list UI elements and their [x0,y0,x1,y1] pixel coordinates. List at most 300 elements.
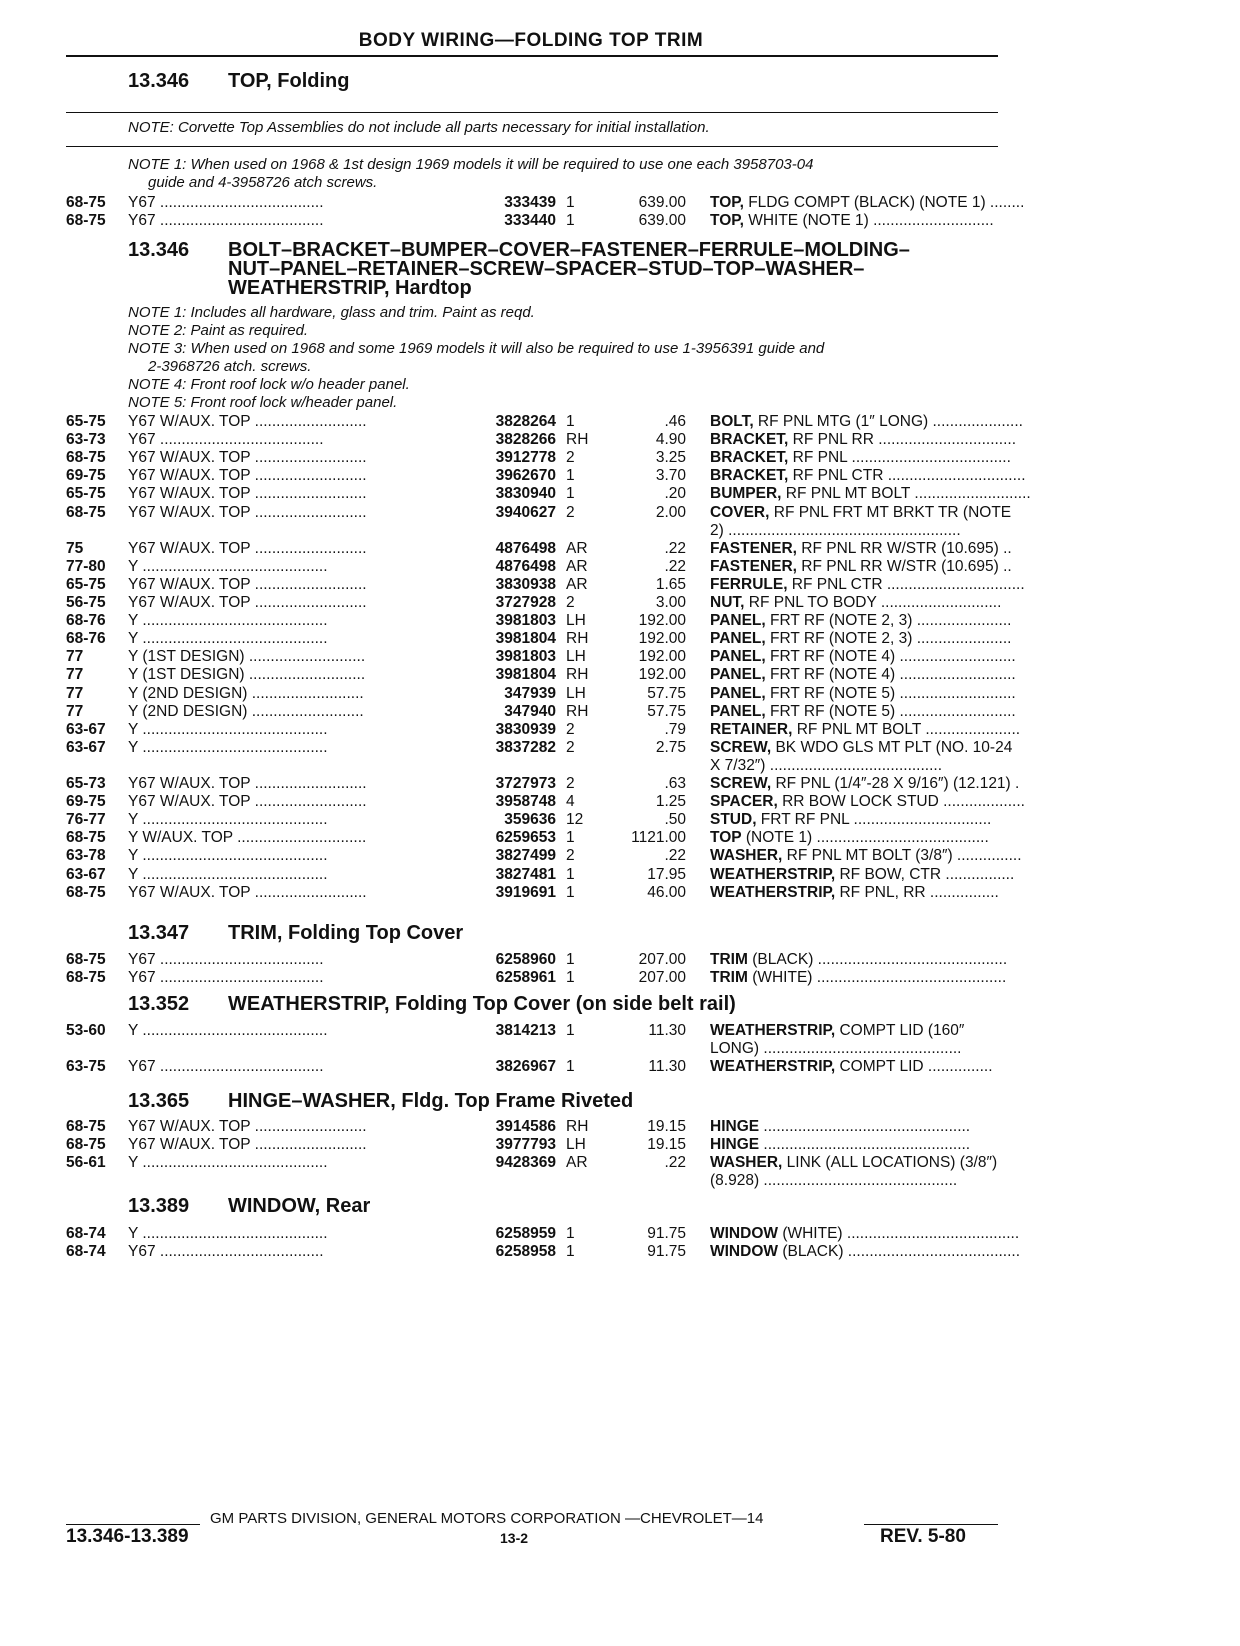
part-detail: ................................................ [759,1136,971,1154]
part-description [710,1118,998,1136]
part-name: FERRULE, [710,575,788,593]
note: NOTE 2: Paint as required. [128,322,309,339]
part-detail: (BLACK) ............................................ [747,951,1008,968]
part-description [710,666,1016,684]
quantity: 1 [566,829,575,847]
quantity: 1 [566,951,575,968]
quantity: RH [566,702,589,720]
price: 11.30 [648,1058,686,1076]
part-description [710,413,1023,431]
price: 91.75 [647,1243,686,1261]
part-name: PANEL, [710,630,766,648]
part-name: HINGE [710,1118,760,1135]
part-number: 347940 [504,702,556,720]
part-number: 3958748 [495,793,556,811]
part-detail: RF PNL, RR ................ [835,883,999,901]
model-years: 68-75 [66,951,106,968]
model-code: Y67 ...................................... [128,1058,324,1076]
part-detail: (WHITE) ........................................ [778,1225,1020,1242]
part-number: 4876498 [495,557,556,575]
model-code: Y67 W/AUX. TOP .......................... [128,594,367,611]
quantity: 2 [566,503,575,521]
footer-rule-left [66,1524,200,1525]
quantity: RH [566,1118,589,1135]
part-name: WEATHERSTRIP, [710,1022,836,1039]
part-number: 3827499 [495,847,556,865]
model-code: Y67 W/AUX. TOP .......................... [128,413,367,430]
part-description [710,194,1025,212]
price: 3.00 [655,594,686,611]
part-name: SPACER, [710,793,778,811]
part-name: TOP, [710,194,744,211]
part-description [710,212,998,230]
part-detail: FRT RF (NOTE 4) ........................... [765,648,1016,666]
part-number: 6258959 [495,1225,556,1242]
price: 19.15 [647,1118,686,1135]
parts-row [66,630,1012,648]
quantity: 1 [566,1058,575,1076]
quantity: 4 [566,793,575,811]
model-code: Y ........................................... [128,847,328,865]
section-heading [128,1090,633,1113]
price: .46 [664,413,686,430]
note: guide and 4-3958726 atch screws. [148,174,378,191]
part-description [710,503,1012,522]
part-number: 359636 [504,811,556,829]
model-years: 68-76 [66,612,106,630]
part-description [710,1243,1021,1261]
part-name: PANEL, [710,612,766,630]
quantity: 1 [566,883,575,901]
part-name: BRACKET, [710,431,789,449]
part-number: 3919691 [495,883,556,901]
section-title: HINGE–WASHER, Fldg. Top Frame Riveted [228,1090,634,1112]
quantity: 1 [566,212,575,230]
model-years: 77 [66,666,84,684]
part-number: 3830938 [495,575,556,593]
part-number: 3837282 [495,738,556,756]
parts-row [66,1058,998,1076]
part-name: WASHER, [710,1154,783,1172]
price: .22 [664,539,686,557]
running-head: BODY WIRING—FOLDING TOP TRIM [358,30,704,51]
part-number: 333440 [504,212,556,230]
part-description [710,702,1016,721]
header-rule [66,55,998,57]
parts-row [66,503,1012,522]
parts-row [66,1118,998,1136]
part-number: 3977793 [495,1136,556,1154]
quantity: 1 [566,969,575,987]
quantity: AR [566,575,588,593]
section-title: WEATHERSTRIP, Folding Top Cover (on side belt rail) [228,993,736,1015]
part-number: 333439 [504,194,556,211]
parts-row [66,684,1016,703]
section-title: TOP, Folding [228,70,350,92]
part-detail: RF PNL CTR ................................ [787,575,1025,593]
model-years: 69-75 [66,793,106,811]
price: 207.00 [638,951,686,968]
part-name: TRIM [710,951,748,968]
parts-row [66,575,1025,594]
model-code: Y67 ...................................... [128,969,324,987]
part-description [710,720,1021,739]
parts-row [66,811,998,829]
footer-revision: REV. 5-80 [880,1526,966,1547]
model-years: 68-75 [66,829,106,847]
model-years: 56-75 [66,594,106,611]
parts-row [66,212,998,230]
quantity: 1 [566,1243,575,1261]
part-description [710,1154,998,1172]
part-name: WASHER, [710,847,783,865]
quantity: LH [566,612,586,630]
part-detail: COMPT LID ............... [835,1058,993,1076]
part-detail: RF PNL MT BOLT (3/8″) ............... [782,847,1022,865]
part-number: 3830939 [495,720,556,738]
model-years: 68-75 [66,969,106,987]
part-number: 3981804 [495,630,556,648]
part-name: WINDOW [710,1225,779,1242]
model-code: Y67 ...................................... [128,951,324,968]
model-code: Y ........................................... [128,1225,328,1242]
part-detail: LINK (ALL LOCATIONS) (3/8″) [782,1154,998,1172]
parts-row [66,594,1002,612]
part-number: 3814213 [495,1022,556,1039]
part-name: FASTENER, [710,557,797,575]
part-name: SCREW, [710,738,772,756]
part-number: 3826967 [495,1058,556,1076]
part-number: 4876498 [495,539,556,557]
model-years: 75 [66,539,84,557]
part-name: BRACKET, [710,449,789,467]
part-number: 3827481 [495,865,556,883]
parts-row [66,793,1025,811]
part-number: 3828264 [495,413,556,430]
quantity: 2 [566,775,575,792]
parts-row [66,884,998,902]
price: 1121.00 [631,829,686,847]
section-number: 13.365 [128,1090,190,1112]
part-detail: RF PNL RR W/STR (10.695) .. [796,539,1012,557]
part-name: PANEL, [710,702,766,720]
note: NOTE 1: When used on 1968 & 1st design 1969 models it will be required to use one each 3958703-04 [128,156,814,173]
part-description [710,630,1012,648]
parts-row [66,485,1031,503]
part-description [710,865,1015,884]
model-code: Y67 W/AUX. TOP .......................... [128,793,367,811]
parts-row [66,1136,998,1154]
part-number: 3981803 [495,612,556,630]
section-title: WINDOW, Rear [228,1195,371,1217]
quantity: LH [566,684,586,702]
part-name: WEATHERSTRIP, [710,865,836,883]
part-description [710,811,998,829]
model-code: Y67 W/AUX. TOP .......................... [128,883,367,901]
parts-row [66,775,1020,793]
part-detail: RF PNL (1/4″-28 X 9/16″) (12.121) . [771,775,1020,792]
parts-row [66,829,998,847]
price: 3.70 [655,467,686,485]
quantity: AR [566,539,588,557]
model-code: Y67 ...................................... [128,212,324,230]
price: 207.00 [638,969,686,987]
part-detail: ................................................ [759,1118,971,1135]
section-title-line: NUT–PANEL–RETAINER–SCREW–SPACER–STUD–TOP–WASHER– [228,258,865,280]
model-code: Y ........................................... [128,612,328,630]
footer-division: GM PARTS DIVISION, GENERAL MOTORS CORPORATION —CHEVROLET—14 [210,1510,764,1527]
part-description [710,648,1016,666]
model-years: 76-77 [66,811,106,829]
part-description [710,738,1013,757]
model-years: 65-75 [66,413,106,430]
parts-row [66,865,1015,884]
part-number: 6258961 [495,969,556,987]
price: 3.25 [655,449,686,467]
part-name: BRACKET, [710,467,789,485]
price: 4.90 [655,431,686,449]
part-number: 6258958 [495,1243,556,1261]
model-years: 77 [66,684,84,702]
quantity: LH [566,1136,586,1154]
section-title-line: BOLT–BRACKET–BUMPER–COVER–FASTENER–FERRULE–MOLDING– [228,239,910,261]
part-description [710,969,1007,987]
part-name: PANEL, [710,666,766,684]
model-years: 68-75 [66,503,106,521]
part-name: TOP [710,829,742,847]
section-heading [128,1195,370,1218]
part-name: WINDOW [710,1243,779,1261]
parts-row [66,1154,998,1172]
part-name: SCREW, [710,775,772,792]
price: 639.00 [638,194,686,211]
part-name: WEATHERSTRIP, [710,883,836,901]
model-years: 77 [66,648,84,666]
model-code: Y ........................................... [128,865,328,883]
parts-row [66,431,1017,449]
model-code: Y67 W/AUX. TOP .......................... [128,503,367,521]
part-detail: RF PNL FRT MT BRKT TR (NOTE [769,503,1012,521]
quantity: RH [566,630,589,648]
quantity: AR [566,1154,588,1172]
part-description [710,575,1025,594]
price: 19.15 [647,1136,686,1154]
part-description-continued: 2) ...................................................... [710,521,961,539]
part-number: 3981803 [495,648,556,666]
quantity: 1 [566,467,575,485]
price: 192.00 [638,630,686,648]
section-number: 13.352 [128,993,190,1015]
part-detail: RF PNL MT BOLT ...................... [792,720,1021,738]
model-code: Y ........................................... [128,1022,328,1039]
price: 1.65 [655,575,686,593]
parts-row [66,612,1012,630]
part-description [710,557,1012,576]
price: 192.00 [638,648,686,666]
price: 1.25 [655,793,686,811]
section-title-line: WEATHERSTRIP, Hardtop [228,277,472,299]
parts-row [66,1022,998,1040]
part-description [710,775,1020,793]
model-years: 69-75 [66,467,106,485]
parts-row [66,194,1025,212]
part-detail: BK WDO GLS MT PLT (NO. 10-24 [771,738,1013,756]
model-years: 63-75 [66,1058,106,1076]
part-description [710,884,998,902]
note: NOTE: Corvette Top Assemblies do not include all parts necessary for initial installation. [128,119,710,136]
model-code: Y ........................................... [128,630,328,648]
model-years: 68-76 [66,630,106,648]
quantity: RH [566,431,589,449]
part-name: COVER, [710,503,770,521]
section-number: 13.389 [128,1195,190,1217]
part-description [710,594,1002,612]
part-description [710,539,1012,558]
part-description [710,847,1022,865]
part-description [710,951,1008,969]
note: NOTE 1: Includes all hardware, glass and trim. Paint as reqd. [128,304,535,321]
part-detail: (WHITE) ............................................ [747,969,1007,987]
model-years: 68-75 [66,883,106,901]
part-detail: FRT RF (NOTE 2, 3) ...................... [765,612,1012,630]
part-detail: FRT RF (NOTE 5) ........................... [765,684,1016,702]
parts-row [66,1243,1021,1261]
part-detail: RF PNL MT BOLT ........................... [781,485,1031,503]
part-detail: FRT RF PNL ................................ [756,811,992,829]
model-code: Y (2ND DESIGN) .......................... [128,702,364,720]
part-detail: FRT RF (NOTE 4) ........................... [765,666,1016,684]
quantity: 1 [566,194,575,211]
footer-section-range: 13.346-13.389 [66,1526,189,1547]
note: NOTE 4: Front roof lock w/o header panel. [128,376,410,393]
model-code: Y (1ST DESIGN) ........................... [128,648,366,666]
section-heading [128,922,463,945]
part-description [710,431,1017,449]
model-years: 68-75 [66,212,106,230]
part-number: 6258960 [495,951,556,968]
parts-row [66,413,1023,431]
part-description [710,612,1012,630]
part-number: 9428369 [495,1154,556,1172]
part-detail: (NOTE 1) ........................................ [741,829,989,847]
parts-row [66,951,1008,969]
price: 192.00 [638,612,686,630]
model-code: Y ........................................... [128,720,328,738]
parts-row [66,847,1022,865]
quantity: 2 [566,594,575,611]
rule [66,112,998,113]
parts-row [66,738,1013,757]
model-years: 53-60 [66,1022,106,1039]
part-detail: FRT RF (NOTE 2, 3) ...................... [765,630,1012,648]
part-number: 3981804 [495,666,556,684]
part-number: 3727973 [495,775,556,792]
model-code: Y ........................................... [128,811,328,829]
model-code: Y67 W/AUX. TOP .......................... [128,775,367,792]
price: 46.00 [647,883,686,901]
part-detail: RR BOW LOCK STUD ................... [777,793,1025,811]
section-number: 13.346 [128,70,190,92]
model-years: 68-75 [66,1136,106,1154]
note: 2-3968726 atch. screws. [148,358,312,375]
model-code: Y67 W/AUX. TOP .......................... [128,449,367,467]
model-years: 63-67 [66,865,106,883]
part-name: BOLT, [710,413,754,430]
price: 57.75 [647,684,686,702]
model-code: Y67 ...................................... [128,194,324,211]
part-detail: RF BOW, CTR ................ [835,865,1015,883]
model-years: 63-67 [66,720,106,738]
footer-page-number: 13-2 [500,1530,529,1546]
model-code: Y (1ST DESIGN) ........................... [128,666,366,684]
part-detail: COMPT LID (160″ [835,1022,965,1039]
model-code: Y ........................................... [128,738,328,756]
part-description-continued: LONG) .............................................. [710,1040,962,1058]
part-detail: WHITE (NOTE 1) ............................ [743,212,994,230]
section-title: TRIM, Folding Top Cover [228,922,464,944]
price: .63 [664,775,686,792]
footer-rule-right [864,1524,998,1525]
section-heading [128,993,736,1016]
note: NOTE 5: Front roof lock w/header panel. [128,394,398,411]
parts-row [66,557,1012,576]
model-years: 63-67 [66,738,106,756]
quantity: 1 [566,413,575,430]
price: .50 [664,811,686,829]
part-name: WEATHERSTRIP, [710,1058,836,1076]
parts-row [66,702,1016,721]
part-name: FASTENER, [710,539,797,557]
model-code: Y (2ND DESIGN) .......................... [128,684,364,702]
quantity: 12 [566,811,584,829]
part-description [710,1022,998,1040]
part-description [710,1136,998,1154]
part-number: 3828266 [495,431,556,449]
part-description [710,1058,998,1076]
part-name: TRIM [710,969,748,987]
part-name: PANEL, [710,648,766,666]
part-detail: RF PNL ..................................... [788,449,1011,467]
parts-row [66,666,1016,684]
part-detail: RF PNL RR W/STR (10.695) .. [796,557,1012,575]
model-years: 65-75 [66,485,106,503]
part-detail: RF PNL MTG (1″ LONG) ..................... [753,413,1023,430]
model-code: Y ........................................... [128,1154,328,1172]
model-years: 65-73 [66,775,106,792]
part-number: 6259653 [495,829,556,847]
parts-row [66,648,1016,666]
part-description [710,829,998,847]
part-description [710,485,1031,503]
model-code: Y67 ...................................... [128,431,324,449]
part-number: 3940627 [495,503,556,521]
price: .22 [664,1154,686,1172]
price: 11.30 [648,1022,686,1039]
price: 57.75 [647,702,686,720]
price: 91.75 [647,1225,686,1242]
model-years: 68-74 [66,1225,106,1242]
model-years: 65-75 [66,575,106,593]
note: NOTE 3: When used on 1968 and some 1969 models it will also be required to use 1-3956391 guide and [128,340,825,357]
quantity: AR [566,557,588,575]
model-code: Y67 W/AUX. TOP .......................... [128,485,367,503]
model-code: Y67 ...................................... [128,1243,324,1261]
part-detail: FRT RF (NOTE 5) ........................... [765,702,1016,720]
part-description [710,449,1011,467]
quantity: 1 [566,485,575,503]
part-number: 3727928 [495,594,556,611]
price: .79 [664,720,686,738]
